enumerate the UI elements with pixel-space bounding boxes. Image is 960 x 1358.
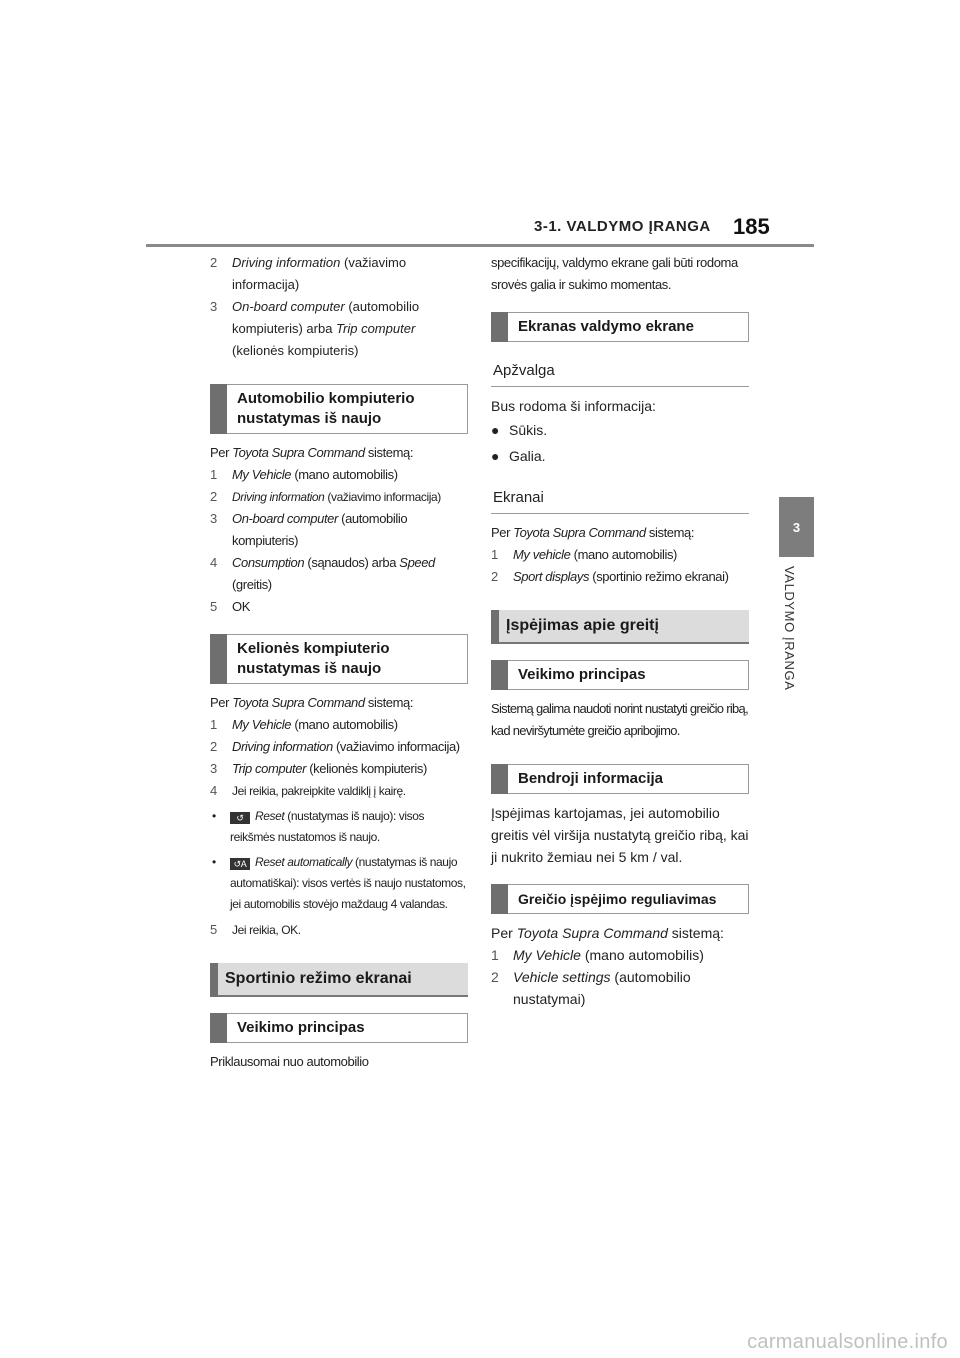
- step-item: [210, 296, 468, 362]
- left-column: [210, 252, 468, 1073]
- step-item: 2 Driving information (važiavimo informacija): [210, 489, 441, 504]
- general-info-heading: Bendroji informacija: [491, 764, 749, 794]
- header-rule: [146, 244, 814, 247]
- bullet-dot: •: [212, 855, 216, 869]
- intro-text: Per Toyota Supra Command sistemą:: [491, 525, 695, 540]
- footer-watermark: carmanualsonline.info: [747, 1331, 948, 1353]
- bullet-dot: ●: [491, 422, 500, 438]
- step-item: [210, 252, 468, 296]
- step-label: Driving information: [232, 255, 341, 270]
- overview-heading: Apžvalga: [491, 358, 749, 387]
- operation-heading: Veikimo principas: [491, 660, 749, 690]
- body-text: Priklausomai nuo automobilio: [210, 1054, 369, 1069]
- list-item: • ↺A Reset automatically (nustatymas iš naujo automatiškai): visos vertės iš naujo nustatomos, jei automobilis stovėjo maždaug 4 valandas.: [210, 852, 468, 915]
- step-text: (važiavimo informacija): [232, 255, 407, 292]
- step-item: 2 Vehicle settings (automobilio nustatymai): [491, 969, 691, 1007]
- step-item: 2 Driving information (važiavimo informacija): [210, 739, 460, 754]
- speed-adjust-heading: Greičio įspėjimo reguliavimas: [491, 884, 749, 914]
- operation-heading: Veikimo principas: [210, 1013, 468, 1043]
- step-label: Trip computer: [336, 321, 416, 336]
- step-item: 5 Jei reikia, OK.: [210, 922, 301, 937]
- chapter-label: VALDYMO ĮRANGA: [782, 566, 797, 691]
- intro-text: Per Toyota Supra Command sistemą:: [491, 925, 724, 941]
- intro-text: Per Toyota Supra Command sistemą:: [210, 445, 414, 460]
- reset-icon: ↺: [230, 812, 250, 824]
- screens-heading: Ekranai: [491, 485, 749, 514]
- section-title: 3-1. VALDYMO ĮRANGA: [534, 218, 711, 235]
- step-number: 3: [210, 299, 218, 314]
- reset-computer-heading: Automobilio kompiuterio nustatymas iš naujo: [210, 384, 468, 434]
- step-item: 2 Sport displays (sportinio režimo ekranai): [491, 569, 729, 584]
- list-item: ● Sūkis.: [491, 417, 749, 443]
- step-item: 4 Jei reikia, pakreipkite valdiklį į kairę.: [210, 783, 406, 798]
- step-label: On-board computer: [232, 299, 345, 314]
- bullet-dot: ●: [491, 448, 500, 464]
- reset-automatically-icon: ↺A: [230, 858, 250, 870]
- step-item: 3 On-board computer (automobilio kompiuteris): [210, 511, 408, 548]
- step-item: 3 Trip computer (kelionės kompiuteris): [210, 761, 427, 776]
- body-text: Sistemą galima naudoti norint nustatyti greičio ribą, kad neviršytumėte greičio apribojimo.: [491, 701, 748, 738]
- step-item: 1 My Vehicle (mano automobilis): [210, 717, 398, 732]
- step-item: 1 My vehicle (mano automobilis): [491, 547, 677, 562]
- body-text: specifikacijų, valdymo ekrane gali būti rodoma srovės galia ir sukimo momentas.: [491, 255, 738, 292]
- bullet-dot: •: [212, 809, 216, 823]
- step-number: 2: [210, 255, 218, 270]
- intro-text: Per Toyota Supra Command sistemą:: [210, 695, 414, 710]
- screen-heading: Ekranas valdymo ekrane: [491, 312, 749, 342]
- list-item: • ↺ Reset (nustatymas iš naujo): visos reikšmės nustatomos iš naujo.: [210, 806, 468, 848]
- speed-warning-heading: Įspėjimas apie greitį: [491, 610, 749, 644]
- step-text: (kelionės kompiuteris): [232, 343, 359, 358]
- step-item: 1 My Vehicle (mano automobilis): [210, 467, 398, 482]
- sport-displays-heading: Sportinio režimo ekranai: [210, 963, 468, 997]
- body-text: Įspėjimas kartojamas, jei automobilio greitis vėl viršija nustatytą greičio ribą, kai ji nukrito žemiau nei 5 km / val.: [491, 805, 749, 865]
- step-item: 1 My Vehicle (mano automobilis): [491, 947, 704, 963]
- chapter-tab: [779, 497, 814, 557]
- reset-trip-heading: Kelionės kompiuterio nustatymas iš naujo: [210, 634, 468, 684]
- overview-intro: Bus rodoma ši informacija:: [491, 398, 656, 414]
- page-number: 185: [733, 214, 770, 239]
- step-item: 5 OK: [210, 599, 250, 614]
- step-item: 4 Consumption (sąnaudos) arba Speed (greitis): [210, 555, 435, 592]
- step-text: (automobilio kompiuteris) arba: [232, 299, 420, 336]
- right-column: [491, 252, 749, 1010]
- list-item: ● Galia.: [491, 443, 749, 469]
- chapter-number: 3: [792, 519, 801, 535]
